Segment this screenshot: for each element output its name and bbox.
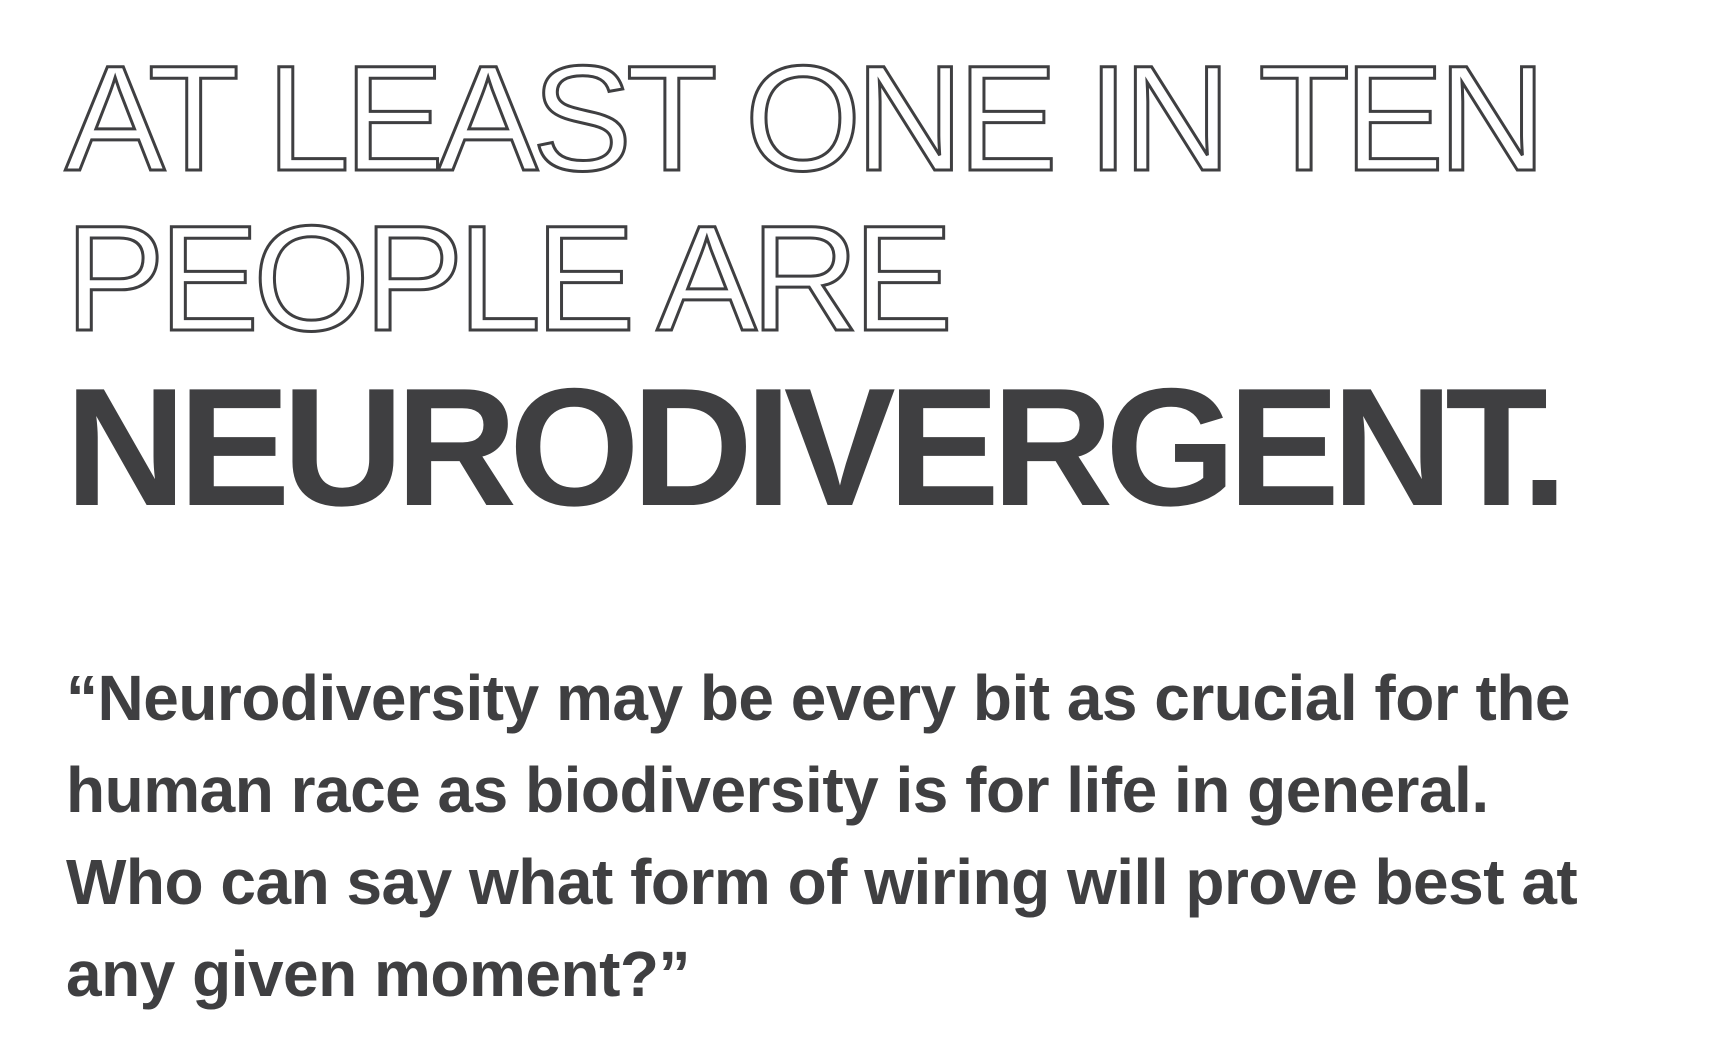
quote-line-1: “Neurodiversity may be every bit as crucial for the — [66, 662, 1570, 734]
quote — [66, 652, 1666, 1020]
quote-line-3: Who can say what form of wiring will prove best at — [66, 846, 1578, 918]
headline-line-2: PEOPLE ARE — [65, 194, 948, 362]
quote-line-4: any given moment?” — [66, 938, 690, 1010]
headline — [65, 34, 1560, 541]
headline-line-1: AT LEAST ONE IN TEN — [65, 34, 1541, 202]
headline-emphasis: NEURODIVERGENT. — [65, 353, 1560, 541]
quote-line-2: human race as biodiversity is for life in general. — [66, 754, 1489, 826]
